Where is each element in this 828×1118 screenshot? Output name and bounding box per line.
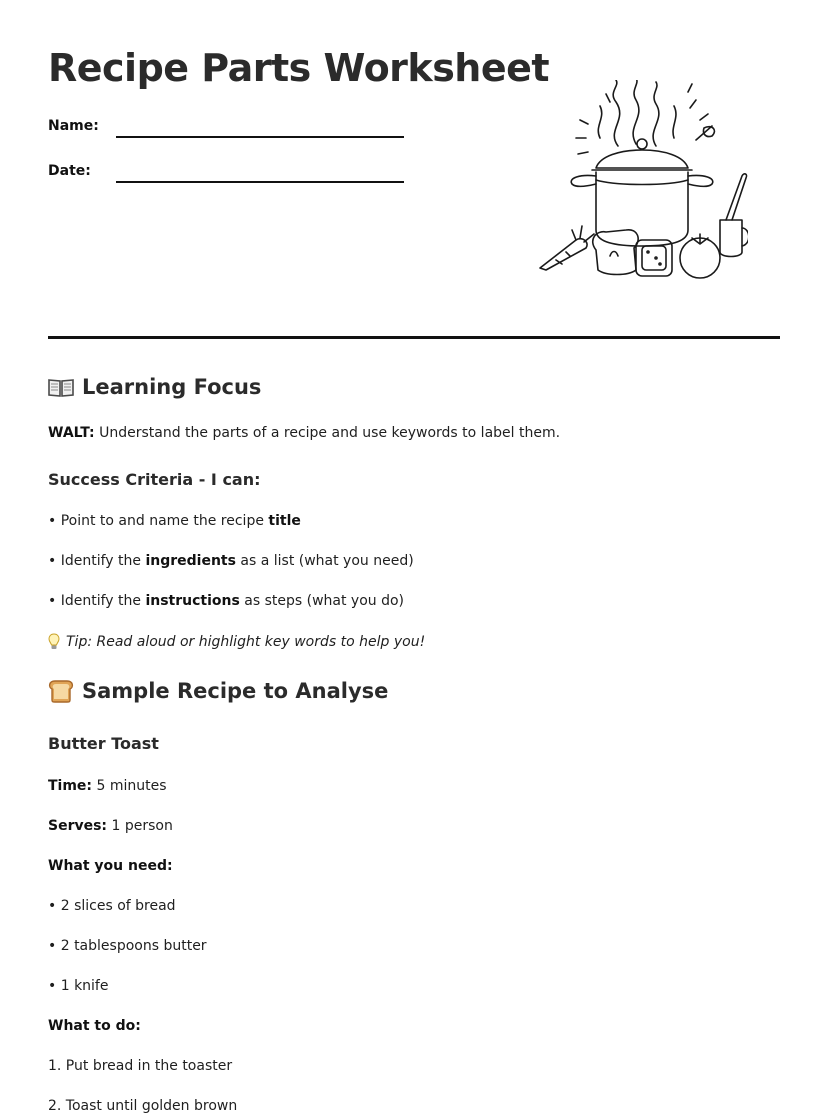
- what-to-do-label: [48, 1018, 141, 1034]
- criteria-text: • Identify the: [48, 593, 146, 609]
- criteria-item: [48, 553, 414, 569]
- ingredient-item: • 2 slices of bread: [48, 898, 176, 914]
- success-criteria-heading: Success Criteria - I can:: [48, 470, 261, 489]
- criteria-text: • Identify the: [48, 553, 146, 569]
- criteria-text: as steps (what you do): [239, 593, 405, 609]
- sample-recipe-heading: [48, 679, 388, 703]
- ingredient-item: • 2 tablespoons butter: [48, 938, 207, 954]
- walt-line: [48, 425, 560, 441]
- recipe-title: Butter Toast: [48, 734, 159, 753]
- what-you-need-text: What you need:: [48, 858, 173, 874]
- sample-recipe-title: Sample Recipe to Analyse: [82, 679, 389, 703]
- name-label: Name:: [48, 118, 99, 134]
- walt-label: WALT:: [48, 425, 95, 441]
- walt-text: Understand the parts of a recipe and use keywords to label them.: [94, 425, 561, 441]
- page-title: Recipe Parts Worksheet: [48, 46, 550, 90]
- time-label: Time:: [48, 778, 93, 794]
- time-value: 5 minutes: [92, 778, 167, 794]
- serves-label: Serves:: [48, 818, 108, 834]
- what-to-do-text: What to do:: [48, 1018, 141, 1034]
- date-line[interactable]: [116, 165, 404, 183]
- ingredient-item: • 1 knife: [48, 978, 109, 994]
- section-divider: [48, 336, 780, 339]
- lightbulb-icon: [48, 633, 60, 651]
- name-field[interactable]: [48, 118, 404, 134]
- tip-line: [48, 633, 425, 651]
- step-item: 1. Put bread in the toaster: [48, 1058, 233, 1074]
- criteria-item: [48, 513, 301, 529]
- serves-value: 1 person: [107, 818, 173, 834]
- criteria-keyword: instructions: [145, 593, 240, 609]
- criteria-text: • Point to and name the recipe: [48, 513, 269, 529]
- criteria-text: as a list (what you need): [235, 553, 414, 569]
- cooking-pot-icon: [536, 80, 748, 282]
- date-field[interactable]: [48, 163, 404, 179]
- time-line: [48, 778, 167, 794]
- learning-focus-heading: [48, 375, 261, 399]
- what-you-need-label: [48, 858, 173, 874]
- bread-icon: [48, 679, 74, 703]
- name-line[interactable]: [116, 120, 404, 138]
- criteria-keyword: title: [268, 513, 301, 529]
- criteria-item: [48, 593, 404, 609]
- learning-focus-title: Learning Focus: [82, 375, 262, 399]
- date-label: Date:: [48, 163, 91, 179]
- step-item: 2. Toast until golden brown: [48, 1098, 238, 1114]
- criteria-keyword: ingredients: [145, 553, 236, 569]
- serves-line: [48, 818, 173, 834]
- tip-text: Tip: Read aloud or highlight key words to help you!: [66, 634, 426, 650]
- open-book-icon: [48, 377, 74, 397]
